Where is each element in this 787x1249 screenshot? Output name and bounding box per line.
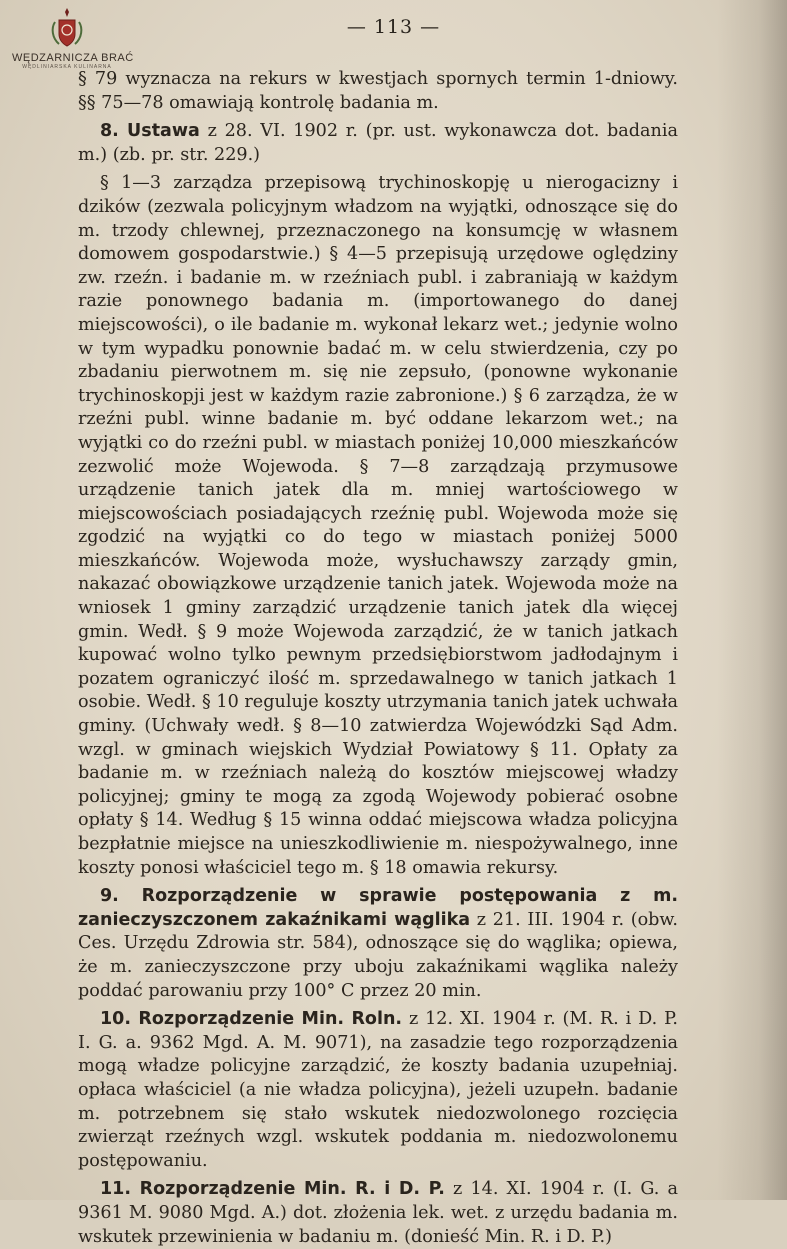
section-9-heading: 9. Rozporządzenie w sprawie postępowania z m. zanieczyszczonem zakaźnikami wąglika [78,886,678,930]
section-10-heading: 10. Rozporządzenie Min. Roln. [100,1009,403,1030]
section-10-body: z 12. XI. 1904 r. (M. R. i D. P. I. G. a. 9362 Mgd. A. M. 9071), na zasadzie tego rozporządzenia mogą władze policyjne zarządzić, że koszty badania uzupełniaj. opłaca właściciel (a nie władza policyjna), jeżeli uzupełn. badanie m. potrzebnem się stało wskutek niedozwolonego rozcięcia zwierząt rzeźnych wzgl. wskutek poddania m. niedozwolonemu postępowaniu. [78,1009,678,1171]
page-edge-shadow [717,0,787,1200]
section-11-heading: 11. Rozporządzenie Min. R. i D. P. [100,1179,445,1200]
logo-name: WĘDZARNICZA BRAĆ [12,52,134,64]
section-9-body: z 21. III. 1904 r. (obw. Ces. Urzędu Zdrowia str. 584), odnoszące się do wąglika; opiewa, że m. zanieczyszczone przy uboju zakaźnikami wąglika należy poddać parowaniu przy 100° C przez 20 min. [78,909,678,1001]
section-8-citation: z 28. VI. 1902 r. (pr. ust. wykonawcza dot. badania m.) (zb. pr. str. 229.) [78,121,678,165]
logo-subtitle: WĘDLINIARSKA KULINARNA [22,64,112,70]
section-8-body: § 1—3 zarządza przepisową trychinoskopję u nierogacizny i dzików (zezwala policyjnym władzom na wyjątki, odnoszące się do m. trzody chlewnej, przeznaczonego na konsumcję w własnem domowem gospodarstwie.) § 4—5 przepisują urzędowe oględziny zw. rzeźn. i badanie m. w rzeźniach publ. i zabraniają w każdym razie ponownego badania m. (importowanego do danej miejscowości), o ile badanie m. wykonał lekarz wet.; jedynie wolno w tym wypadku ponownie badać m. w celu stwierdzenia, czy po zbadaniu pierwotnem m. się nie zepsuło, (ponowne wykonanie trychinoskopji jest w każdym razie zabronione.) § 6 zarządza, że w rzeźni publ. winne badanie m. być oddane lekarzom wet.; na wyjątki co do rzeźni publ. w miastach poniżej 10,000 mieszkańców zezwolić może Wojewoda. § 7—8 zarządzają przymusowe urządzenie tanich jatek dla m. mniej wartościowego w miejscowościach posiadających rzeźnię publ. Wojewoda może się zgodzić na wyjątki co do tego w miastach poniżej 5000 mieszkańców. Wojewoda może, wysłuchawszy zarządy gmin, nakazać obowiązkowe urządzenie tanich jatek. Wojewoda może na wniosek 1 gminy zarządzić urządzenie tanich jatek dla więcej gmin. Wedł. § 9 może Wojewoda zarządzić, że w tanich jatkach kupować wolno tylko pewnym przedsiębiorstwom jadłodajnym i pozatem ograniczyć ilość m. sprzedawalnego w tanich jatkach 1 osobie. Wedł. § 10 reguluje koszty utrzymania tanich jatek uchwała gminy. (Uchwały wedł. § 8—10 zatwierdza Wojewódzki Sąd Adm. wzgl. w gminach wiejskich Wydział Powiatowy § 11. Opłaty za badanie m. w rzeźniach należą do kosztów miejscowej władzy policyjnej; gminy te mogą za zgodą Wojewody pobierać osobne opłaty § 14. Według § 15 winna oddać miejscowa władza policyjna bezpłatnie miejsce na unieszkodliwienie m. niespożywalnego, inne koszty ponosi właściciel tego m. § 18 omawia rekursy. [78,173,678,878]
page-content [78,68,678,1249]
section-8-heading: 8. Ustawa [100,121,200,142]
section-9 [78,885,678,1003]
page-number: — 113 — [346,16,441,38]
section-8-intro [78,120,678,167]
section-10 [78,1008,678,1173]
section-11-body: z 14. XI. 1904 r. (I. G. a 9361 M. 9080 Mgd. A.) dot. złożenia lek. wet. z urzędu badania m. wskutek przewinienia w badaniu m. (donieść Min. R. i D. P.) [78,1179,678,1247]
section-7-tail: § 79 wyznacza na rekurs w kwestjach spornych termin 1-dniowy. §§ 75—78 omawiają kontrolę badania m. [78,69,678,113]
section-11 [78,1178,678,1249]
